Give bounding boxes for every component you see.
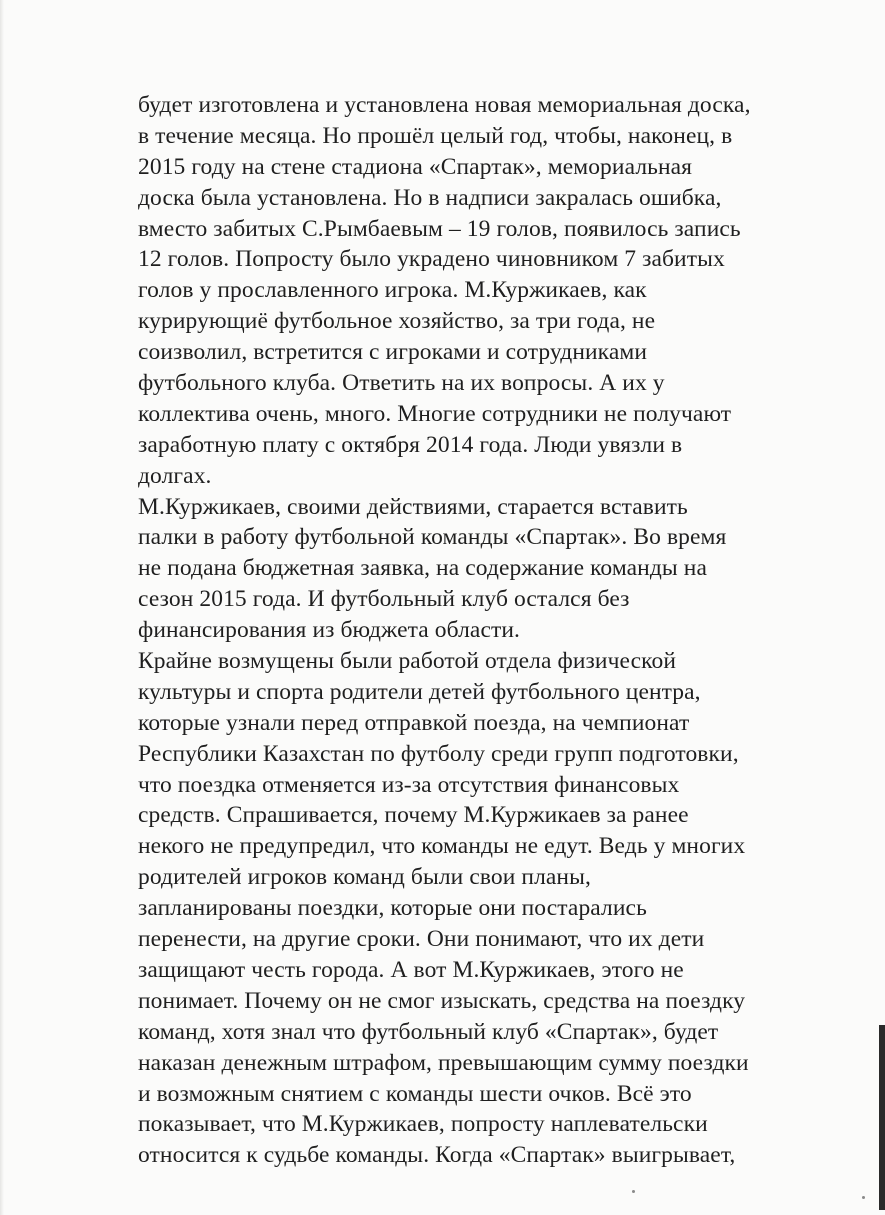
text-line: средств. Спрашивается, почему М.Куржикаев за ранее xyxy=(138,802,689,829)
scan-speck xyxy=(862,1196,865,1199)
text-line: понимает. Почему он не смог изыскать, средства на поездку xyxy=(138,987,746,1014)
text-line: команд, хотя знал что футбольный клуб «Спартак», будет xyxy=(138,1018,719,1045)
text-line: наказан денежным штрафом, превышающим сумму поездки xyxy=(138,1049,749,1076)
text-line: родителей игроков команд были свои планы, xyxy=(138,864,591,891)
text-line: курирующиё футбольное хозяйство, за три года, не xyxy=(138,308,656,335)
text-line: относится к судьбе команды. Когда «Спартак» выигрывает, xyxy=(138,1142,736,1169)
text-line: 12 голов. Попросту было украдено чиновником 7 забитых xyxy=(138,246,725,273)
text-line: Крайне возмущены были работой отдела физической xyxy=(138,648,676,675)
text-line: культуры и спорта родители детей футбольного центра, xyxy=(138,678,701,705)
text-line: заработную плату с октября 2014 года. Люди увязли в xyxy=(138,431,683,458)
text-line: палки в работу футбольной команды «Спартак». Во время xyxy=(138,524,727,551)
text-line: показывает, что М.Куржикаев, попросту наплевательски xyxy=(138,1111,708,1138)
text-line: в течение месяца. Но прошёл целый год, чтобы, наконец, в xyxy=(138,122,733,149)
text-line: запланированы поездки, которые они постарались xyxy=(138,895,647,922)
text-line: финансирования из бюджета области. xyxy=(138,617,521,644)
text-line: сезон 2015 года. И футбольный клуб остался без xyxy=(138,586,630,613)
scan-edge-mark xyxy=(879,1025,885,1210)
text-line: М.Куржикаев, своими действиями, старается вставить xyxy=(138,493,688,520)
text-line: некого не предупредил, что команды не едут. Ведь у многих xyxy=(138,833,746,860)
text-line: коллектива очень, много. Многие сотрудники не получают xyxy=(138,400,732,427)
document-body xyxy=(138,90,838,1171)
text-line: вместо забитых С.Рымбаевым – 19 голов, появилось запись xyxy=(138,215,741,242)
text-line: не подана бюджетная заявка, на содержание команды на xyxy=(138,555,707,582)
text-line: долгах. xyxy=(138,462,212,489)
scan-speck xyxy=(632,1190,635,1193)
scan-edge-shadow xyxy=(0,0,4,1215)
text-line: голов у прославленного игрока. М.Куржикаев, как xyxy=(138,277,647,304)
text-line: перенести, на другие сроки. Они понимают, что их дети xyxy=(138,926,705,953)
text-line: Республики Казахстан по футболу среди групп подготовки, xyxy=(138,740,739,767)
text-line: будет изготовлена и установлена новая мемориальная доска, xyxy=(138,92,751,118)
text-line: футбольного клуба. Ответить на их вопросы. А их у xyxy=(138,370,665,397)
text-line: доска была установлена. Но в надписи закралась ошибка, xyxy=(138,184,722,211)
text-line: и возможным снятием с команды шести очков. Всё это xyxy=(138,1080,692,1107)
text-line: 2015 году на стене стадиона «Спартак», мемориальная xyxy=(138,153,693,180)
text-line: что поездка отменяется из-за отсутствия финансовых xyxy=(138,771,680,798)
text-line: которые узнали перед отправкой поезда, на чемпионат xyxy=(138,709,690,736)
text-line: соизволил, встретится с игроками и сотрудниками xyxy=(138,339,648,366)
text-line: защищают честь города. А вот М.Куржикаев, этого не xyxy=(138,956,684,983)
